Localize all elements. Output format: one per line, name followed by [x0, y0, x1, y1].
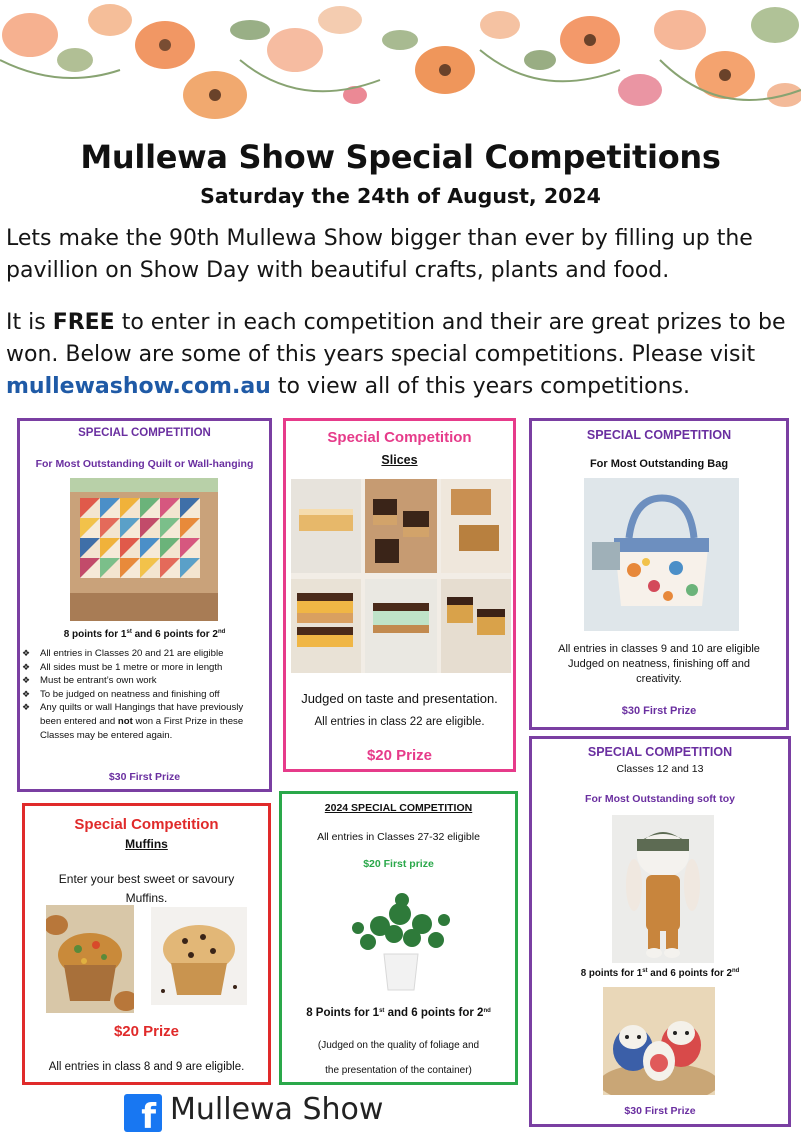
- points-label: 8 Points for 1: [306, 1007, 380, 1019]
- event-date: Saturday the 24th of August, 2024: [200, 184, 601, 208]
- card-subheading: For Most Outstanding Bag: [589, 458, 729, 470]
- ordinal-suffix: st: [642, 968, 648, 974]
- slices-competition-card: [283, 418, 516, 772]
- softtoy-photo-2: [603, 987, 715, 1095]
- rule-item: ❖ Must be entrant’s own work: [22, 674, 262, 688]
- slices-photo-collage: [291, 479, 511, 673]
- card-prize: $20 Prize: [113, 1023, 180, 1040]
- card-heading: Special Competition: [327, 429, 472, 446]
- intro-text: to view all of this years competitions.: [270, 374, 690, 399]
- savoury-muffin-photo: [46, 905, 134, 1013]
- card-subheading: Slices: [381, 453, 418, 467]
- facebook-icon[interactable]: f: [124, 1094, 162, 1132]
- intro-paragraph-2: [6, 307, 800, 403]
- card-text: All entries in class 22 are eligible.: [314, 716, 485, 728]
- card-heading: SPECIAL COMPETITION: [78, 427, 211, 439]
- card-text: Enter your best sweet or savoury: [58, 872, 235, 886]
- ordinal-suffix: nd: [731, 968, 740, 974]
- points-label: and 6 points for 2: [647, 968, 732, 979]
- floral-banner-image: [0, 0, 801, 140]
- card-subheading: Muffins: [125, 837, 168, 851]
- points-text: [532, 968, 788, 979]
- card-note: (Judged on the quality of foliage and: [317, 1040, 480, 1051]
- points-label: 8 points for 1: [63, 629, 127, 640]
- card-text: Muffins.: [125, 891, 168, 905]
- card-note: the presentation of the container): [325, 1065, 472, 1076]
- card-classes: Classes 12 and 13: [616, 763, 704, 775]
- card-prize: $20 Prize: [366, 747, 433, 764]
- softtoy-competition-card: [529, 736, 791, 1127]
- ordinal-suffix: nd: [217, 629, 226, 635]
- points-label: 8 points for 1: [580, 968, 643, 979]
- rule-item: ❖ All entries in Classes 20 and 21 are eligible: [22, 647, 262, 661]
- rule-item: ❖ All sides must be 1 metre or more in length: [22, 661, 262, 675]
- points-label: and 6 points for 2: [131, 629, 218, 640]
- bag-photo: [584, 478, 739, 631]
- softtoy-photo: [612, 815, 714, 963]
- facebook-page-name[interactable]: Mullewa Show: [170, 1092, 384, 1127]
- intro-text: It is: [6, 310, 53, 335]
- card-prize: $30 First Prize: [108, 771, 181, 783]
- page-title: Mullewa Show Special Competitions: [80, 138, 721, 176]
- ordinal-suffix: st: [126, 629, 132, 635]
- card-text: Judged on taste and presentation.: [301, 691, 498, 706]
- card-heading: SPECIAL COMPETITION: [586, 428, 732, 442]
- card-text: creativity.: [636, 673, 682, 685]
- card-text: All entries in Classes 27-32 eligible: [317, 831, 480, 843]
- intro-text: to enter in each competition and their are great prizes to be won. Below are some of this years special competitions. Please visit: [6, 310, 786, 367]
- intro-paragraph: Lets make the 90th Mullewa Show bigger than ever by filling up the pavillion on Show Day with beautiful crafts, plants and food.: [6, 226, 753, 283]
- points-text: [20, 629, 269, 640]
- quilt-rules-list: [22, 647, 262, 742]
- muffins-competition-card: [22, 803, 271, 1085]
- card-heading: 2024 SPECIAL COMPETITION: [324, 802, 473, 814]
- points-text: [282, 1007, 515, 1019]
- card-text: All entries in classes 9 and 10 are eligible: [558, 643, 760, 655]
- website-link[interactable]: mullewashow.com.au: [6, 374, 271, 399]
- sweet-muffin-photo: [151, 907, 247, 1005]
- card-subheading: For Most Outstanding Quilt or Wall-hanging: [35, 458, 254, 470]
- plant-competition-card: [279, 791, 518, 1085]
- free-emphasis: FREE: [52, 310, 115, 335]
- card-footer-text: All entries in class 8 and 9 are eligible.: [48, 1061, 245, 1073]
- card-heading: SPECIAL COMPETITION: [587, 745, 733, 759]
- card-text: Judged on neatness, finishing off and: [567, 658, 751, 670]
- card-prize: $30 First Prize: [621, 705, 697, 717]
- plant-photo: [340, 890, 462, 997]
- card-heading: Special Competition: [74, 816, 219, 833]
- rule-item: ❖ To be judged on neatness and finishing off: [22, 688, 262, 702]
- rule-item: ❖ Any quilts or wall Hangings that have previously been entered and not won a First Prize in these Classes may be entered again.: [22, 701, 262, 742]
- ordinal-suffix: nd: [483, 1008, 491, 1014]
- points-label: and 6 points for 2: [384, 1007, 484, 1019]
- card-subheading: For Most Outstanding soft toy: [585, 793, 735, 805]
- card-prize: $30 First Prize: [624, 1105, 696, 1117]
- quilt-photo: [70, 478, 218, 621]
- ordinal-suffix: st: [379, 1008, 385, 1014]
- bag-competition-card: [529, 418, 789, 730]
- card-prize: $20 First prize: [363, 858, 434, 870]
